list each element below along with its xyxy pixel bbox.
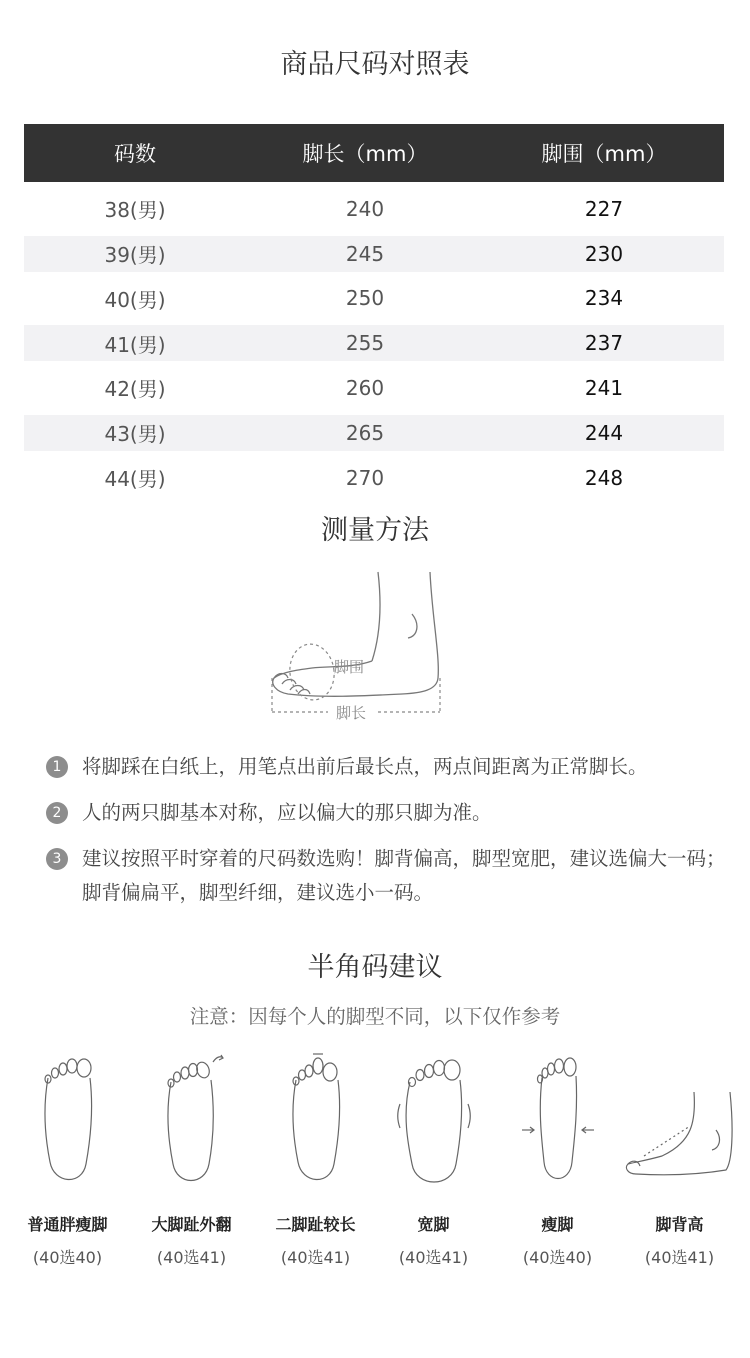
table-row bbox=[24, 415, 724, 451]
wide-foot-icon bbox=[394, 1052, 474, 1192]
foot-type-item bbox=[5, 1052, 130, 1267]
cell-length: 250 bbox=[345, 286, 385, 311]
foot-type-item bbox=[617, 1052, 742, 1267]
tip-text: 将脚踩在白纸上，用笔点出前后最长点，两点间距离为正常脚长。 bbox=[82, 755, 648, 778]
tip-number: 2 bbox=[46, 802, 68, 824]
measure-title: 测量方法 bbox=[321, 515, 429, 546]
header-foot-length: 脚长（mm） bbox=[302, 142, 428, 166]
tip-text: 建议按照平时穿着的尺码数选购！脚背偏高，脚型宽肥，建议选偏大一码；脚背偏扁平，脚型纤细，建议选小一码。 bbox=[82, 847, 726, 904]
cell-girth: 227 bbox=[584, 196, 624, 221]
cell-length: 240 bbox=[345, 196, 385, 221]
size-chart-title: 商品尺码对照表 bbox=[280, 49, 470, 80]
advice-note: 注意：因每个人的脚型不同，以下仅作参考 bbox=[189, 1005, 561, 1028]
tip-number: 1 bbox=[46, 756, 68, 778]
cell-length: 245 bbox=[345, 241, 385, 266]
table-row bbox=[24, 280, 724, 316]
long-second-toe-foot-icon bbox=[286, 1052, 346, 1192]
cell-length: 260 bbox=[345, 375, 385, 400]
cell-size: 39(男) bbox=[104, 243, 166, 268]
table-row bbox=[24, 236, 724, 272]
foot-type-label: 瘦脚 bbox=[541, 1215, 574, 1234]
normal-foot-icon bbox=[38, 1052, 98, 1192]
cell-girth: 244 bbox=[584, 420, 624, 445]
table-row bbox=[24, 325, 724, 361]
bunion-foot-icon bbox=[157, 1052, 227, 1192]
foot-type-label: 宽脚 bbox=[417, 1215, 450, 1234]
cell-girth: 237 bbox=[584, 331, 624, 356]
tip-number: 3 bbox=[46, 848, 68, 870]
cell-size: 44(男) bbox=[104, 467, 166, 492]
foot-type-size: (40选41) bbox=[280, 1248, 351, 1267]
foot-type-label: 普通胖瘦脚 bbox=[27, 1215, 108, 1234]
cell-girth: 230 bbox=[584, 241, 624, 266]
cell-length: 255 bbox=[345, 331, 385, 356]
cell-length: 270 bbox=[345, 465, 385, 490]
foot-type-item bbox=[129, 1052, 254, 1267]
cell-size: 38(男) bbox=[104, 198, 166, 223]
cell-size: 41(男) bbox=[104, 332, 166, 357]
size-table bbox=[24, 124, 724, 496]
table-row bbox=[24, 370, 724, 406]
header-size: 码数 bbox=[114, 142, 156, 166]
foot-type-size: (40选40) bbox=[32, 1248, 103, 1267]
girth-label: 脚围 bbox=[334, 658, 365, 676]
foot-measure-diagram bbox=[262, 566, 452, 726]
header-foot-girth: 脚围（mm） bbox=[541, 142, 667, 166]
narrow-foot-icon bbox=[518, 1052, 598, 1192]
advice-title: 半角码建议 bbox=[307, 952, 443, 983]
foot-type-size: (40选41) bbox=[644, 1248, 715, 1267]
foot-type-label: 大脚趾外翻 bbox=[151, 1215, 232, 1234]
foot-type-item bbox=[495, 1052, 620, 1267]
cell-size: 42(男) bbox=[104, 377, 166, 402]
table-row bbox=[24, 191, 724, 227]
cell-girth: 234 bbox=[584, 286, 624, 311]
length-label: 脚长 bbox=[336, 704, 367, 722]
foot-type-item bbox=[253, 1052, 378, 1267]
tip-item bbox=[46, 842, 726, 910]
cell-size: 43(男) bbox=[104, 422, 166, 447]
cell-girth: 241 bbox=[584, 375, 624, 400]
table-row bbox=[24, 460, 724, 496]
tip-text: 人的两只脚基本对称，应以偏大的那只脚为准。 bbox=[82, 801, 492, 824]
foot-type-list bbox=[0, 1052, 750, 1312]
foot-type-label: 二脚趾较长 bbox=[275, 1215, 356, 1234]
high-instep-foot-icon bbox=[622, 1052, 737, 1192]
cell-length: 265 bbox=[345, 420, 385, 445]
foot-type-size: (40选41) bbox=[398, 1248, 469, 1267]
cell-girth: 248 bbox=[584, 465, 624, 490]
cell-size: 40(男) bbox=[104, 287, 166, 312]
tip-item bbox=[46, 750, 726, 784]
foot-type-item bbox=[371, 1052, 496, 1267]
table-header bbox=[24, 124, 724, 182]
foot-type-size: (40选40) bbox=[522, 1248, 593, 1267]
foot-type-size: (40选41) bbox=[156, 1248, 227, 1267]
measure-tips bbox=[46, 750, 726, 922]
foot-type-label: 脚背高 bbox=[655, 1215, 704, 1234]
tip-item bbox=[46, 796, 726, 830]
